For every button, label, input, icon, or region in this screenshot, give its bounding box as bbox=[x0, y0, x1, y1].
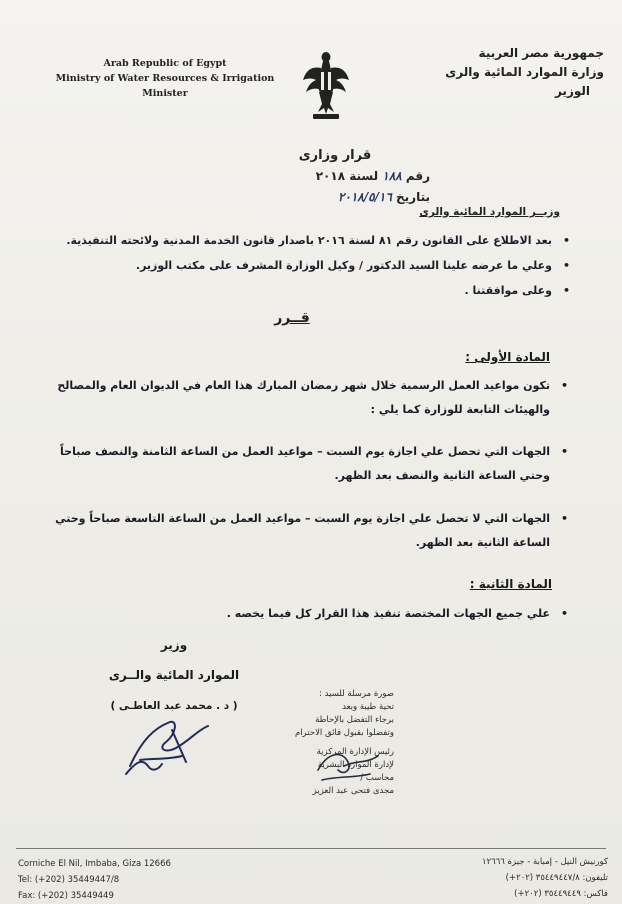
footer-fax-ar: فاكس: ٣٥٤٤٩٤٤٩ (٢٠٢+) bbox=[514, 889, 608, 899]
header-arabic bbox=[374, 44, 604, 101]
copy-note-line: تحية طيبة وبعد bbox=[342, 702, 394, 712]
footer-fax-en: Fax: (+202) 35449449 bbox=[18, 891, 114, 901]
decision-number-label: رقم bbox=[405, 169, 430, 183]
stamp-line: مجدى فتحى عبد العزيز bbox=[312, 786, 394, 796]
decision-number-line bbox=[200, 166, 430, 187]
preamble-item: وعلي ما عرضه علينا السيد الدكتور / وكيل الوزارة المشرف على مكتب الوزير. • bbox=[44, 253, 564, 278]
decided-heading: قــرر bbox=[274, 310, 310, 326]
copy-note-line: صورة مرسلة للسيد : bbox=[319, 689, 394, 699]
article2-text: علي جميع الجهات المختصة تنفيذ هذا القرار كل فيما يخصه . • bbox=[44, 602, 564, 626]
minister-heading: وزيــر الموارد المائية والرى bbox=[419, 206, 560, 218]
signature-title1: وزير bbox=[160, 638, 188, 652]
header-minister-ar: الوزير bbox=[554, 84, 590, 98]
article1-saturday-work bbox=[44, 507, 564, 555]
decision-date: ٢٠١٨/٥/١٦ bbox=[337, 190, 392, 204]
footer-divider bbox=[16, 848, 606, 849]
footer-english bbox=[18, 856, 238, 904]
eagle-emblem-icon bbox=[300, 48, 352, 122]
header-ministry-en: Ministry of Water Resources & Irrigation bbox=[55, 73, 275, 84]
decision-number: ١٨٨ bbox=[382, 169, 402, 183]
copy-note-line: برجاء التفضل بالإحاطة bbox=[315, 715, 394, 725]
header-minister-en: Minister bbox=[142, 88, 188, 99]
signature-name: ( د . محمد عبد العاطـى ) bbox=[110, 700, 238, 712]
header-country-ar: جمهورية مصر العربية bbox=[478, 46, 604, 60]
footer-arabic bbox=[408, 854, 608, 902]
footer-address-ar: كورنيش النيل - إمبابة - جيزة ١٢٦٦٦ bbox=[482, 857, 608, 867]
article1-saturday-work-text: الجهات التي لا تحصل علي اجازة يوم السبت – مواعيد العمل من الساعة التاسعة صباحاً وحتي الساعة الثانية بعد الظهر. • bbox=[44, 507, 564, 555]
header-country-en: Arab Republic of Egypt bbox=[103, 58, 227, 69]
stamp-line: محاسب / bbox=[360, 773, 394, 783]
footer-address-en: Corniche El Nil, Imbaba, Giza 12666 bbox=[18, 859, 171, 869]
preamble-item: وعلى موافقتنا . • bbox=[44, 278, 564, 303]
decision-date-line bbox=[200, 187, 430, 208]
article1-heading: المادة الأولى : bbox=[465, 350, 550, 364]
preamble-item: بعد الاطلاع على القانون رقم ٨١ لسنة ٢٠١٦ باصدار قانون الخدمة المدنية ولائحته التنفيذية. • bbox=[44, 228, 564, 253]
article1-text: تكون مواعيد العمل الرسمية خلال شهر رمضان المبارك هذا العام في الديوان العام والمصالح والهيئات التابعة للوزارة كما يلي : • bbox=[44, 374, 564, 422]
decision-title: قرار وزارى bbox=[298, 148, 372, 163]
footer-tel-ar: تليفون: ٣٥٤٤٩٤٤٧/٨ (٢٠٢+) bbox=[505, 873, 608, 883]
preamble bbox=[44, 228, 564, 303]
article2-paragraph bbox=[44, 602, 564, 626]
stamp-line: لإدارة الموارد البشرية bbox=[317, 760, 394, 770]
article2-heading: المادة الثانية : bbox=[469, 577, 552, 591]
header-english bbox=[40, 56, 290, 101]
stamp-line: رئيس الإدارة المركزية bbox=[316, 747, 394, 757]
article1-saturday-off-text: الجهات التي تحصل علي اجازة يوم السبت – مواعيد العمل من الساعة الثامنة والنصف صباحاً وحتي الساعة الثانية والنصف بعد الظهر. • bbox=[44, 440, 564, 488]
signature-title2: الموارد المائية والــرى bbox=[108, 668, 240, 682]
article1-saturday-off bbox=[44, 440, 564, 488]
footer-tel-en: Tel: (+202) 35449447/8 bbox=[18, 875, 120, 885]
header-ministry-ar: وزارة الموارد المائية والرى bbox=[445, 65, 604, 79]
decision-title-block bbox=[200, 145, 430, 208]
stamp-signature-icon bbox=[308, 740, 388, 790]
article1-paragraph bbox=[44, 374, 564, 422]
copy-note-line: وتفضلوا بقبول فائق الاحترام bbox=[294, 728, 394, 738]
decision-date-label: بتاريخ bbox=[396, 190, 430, 204]
decision-year: لسنة ٢٠١٨ bbox=[315, 169, 379, 183]
